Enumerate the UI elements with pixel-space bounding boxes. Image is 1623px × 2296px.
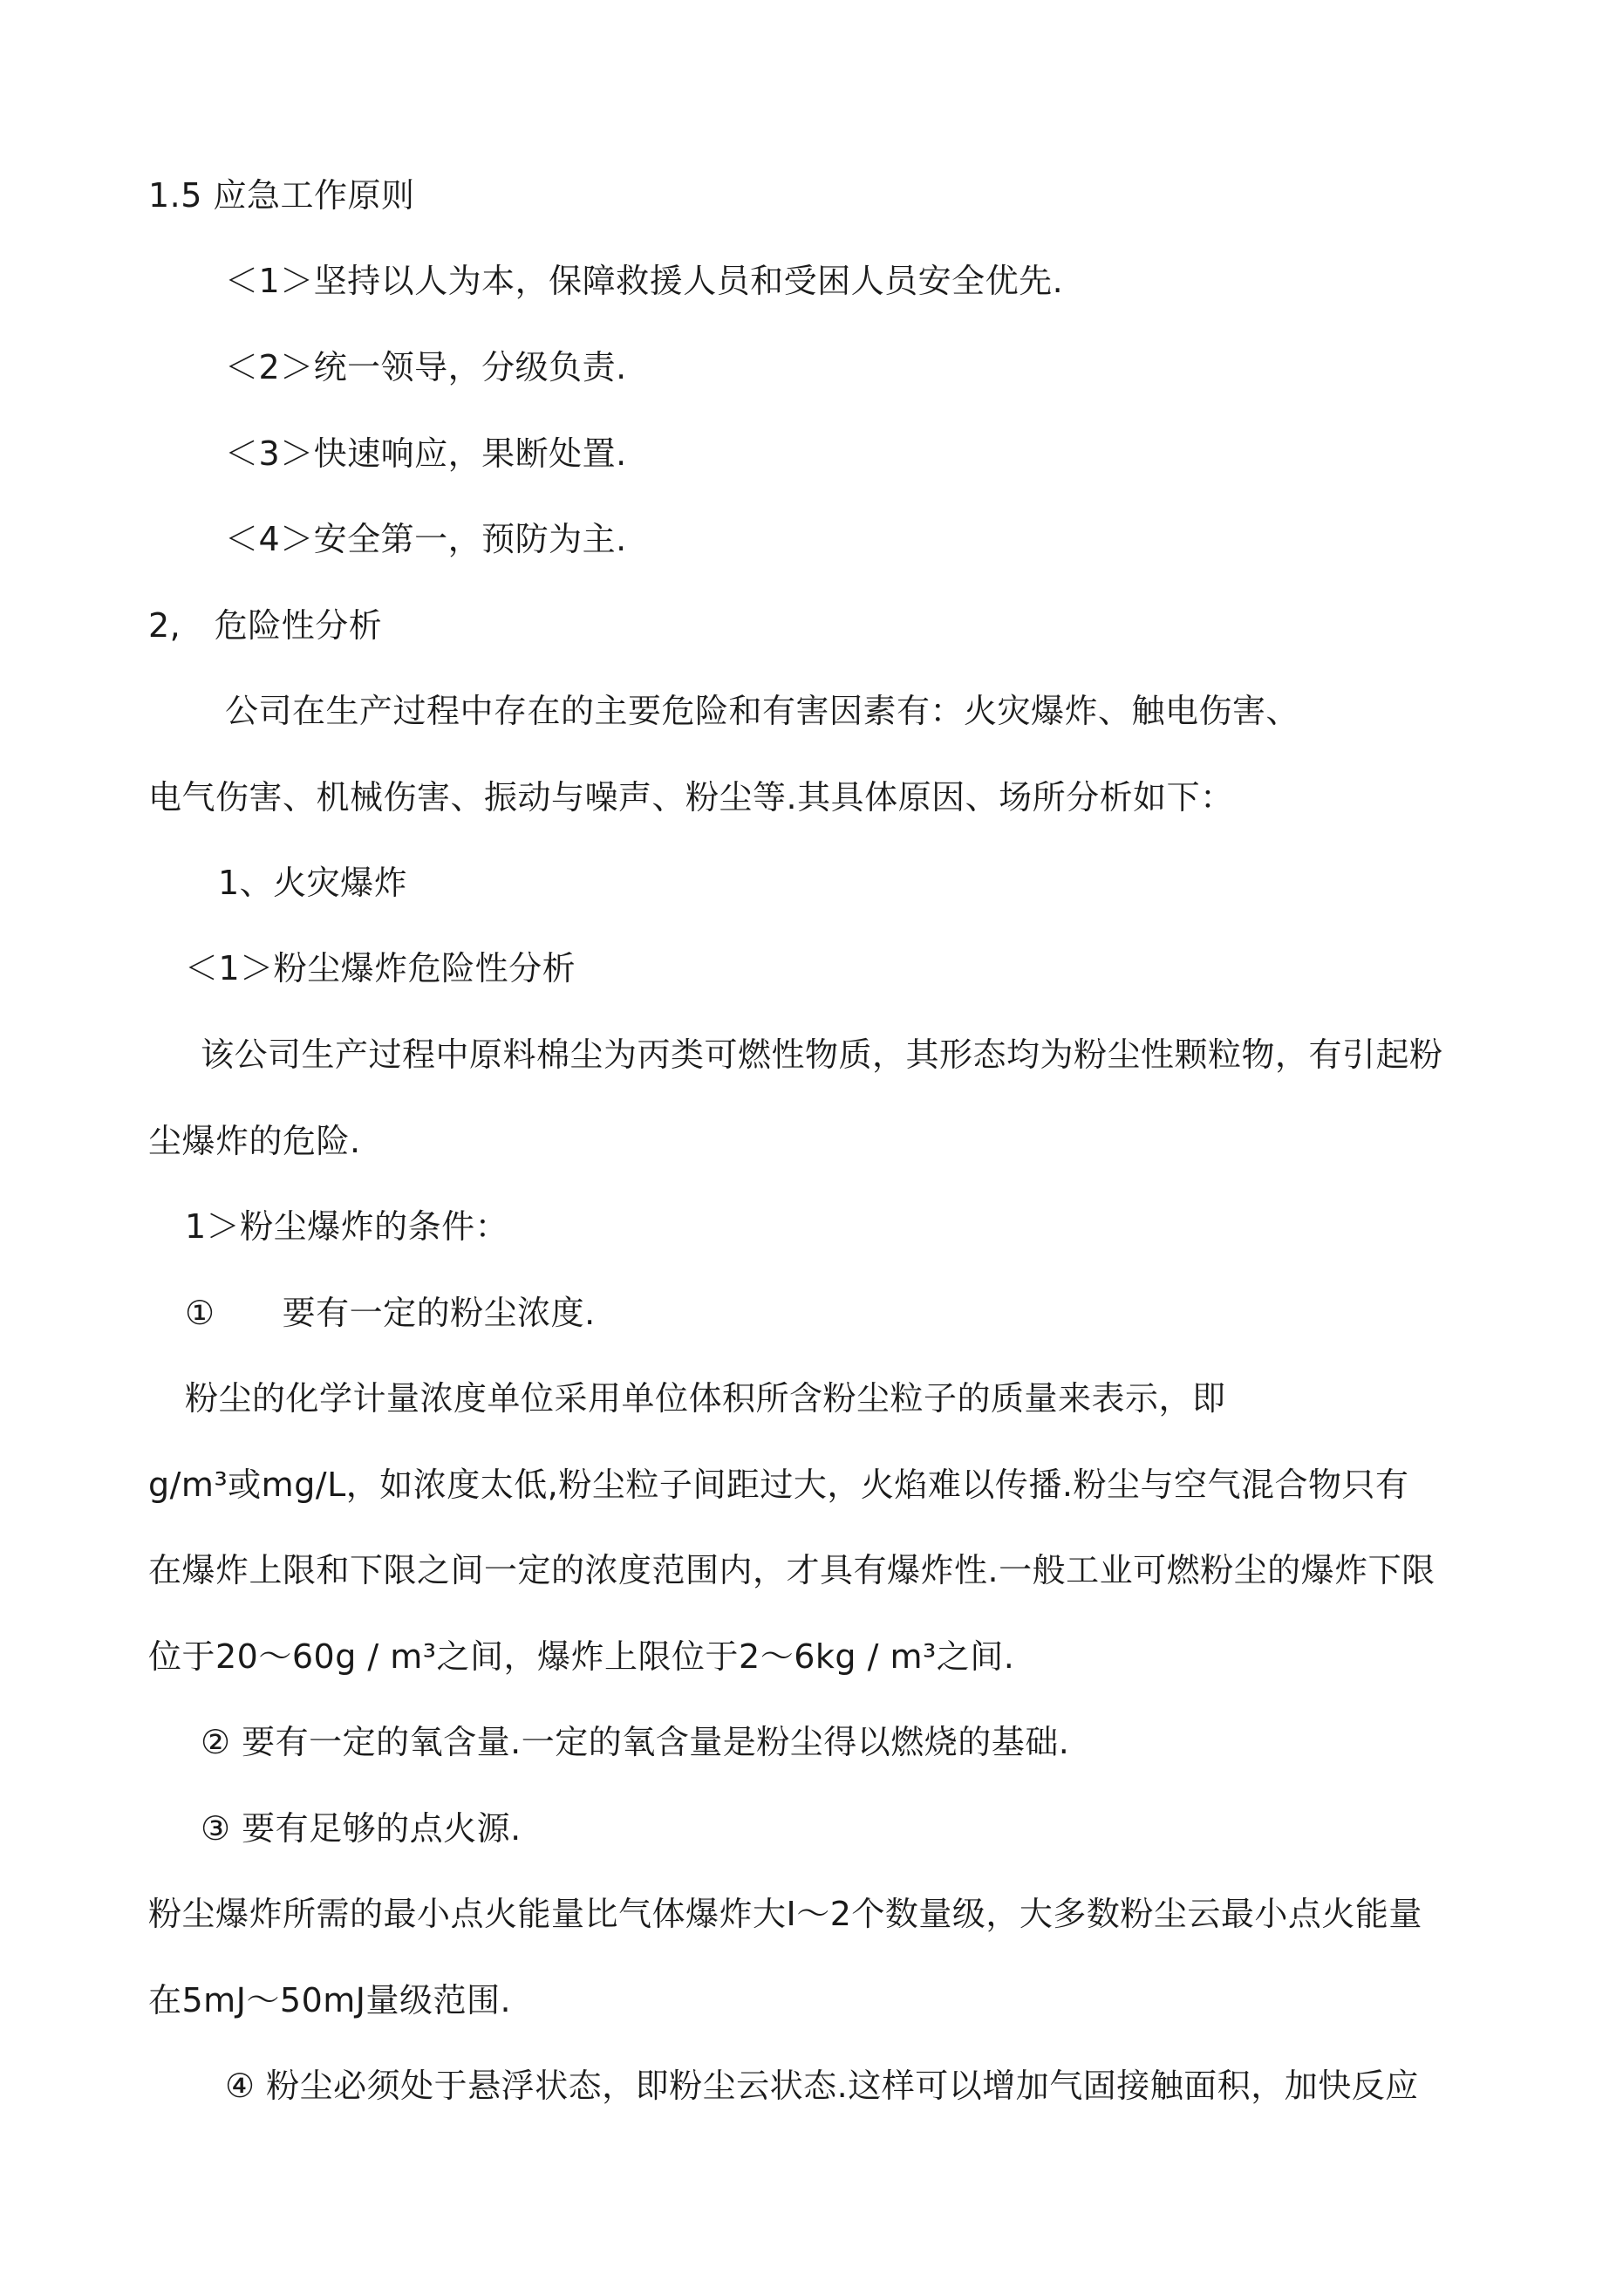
principle-item-4: ＜4＞安全第一，预防为主.	[225, 520, 627, 558]
condition-item-1: ① 要有一定的粉尘浓度.	[185, 1294, 596, 1332]
principle-item-2: ＜2＞统一领导，分级负责.	[225, 348, 627, 386]
paragraph-line: 粉尘的化学计量浓度单位采用单位体积所含粉尘粒子的质量来表示，即	[185, 1379, 1226, 1418]
paragraph-line: 尘爆炸的危险.	[148, 1122, 361, 1160]
principle-item-1: ＜1＞坚持以人为本，保障救援人员和受困人员安全优先.	[225, 262, 1064, 300]
conditions-heading: 1＞粉尘爆炸的条件：	[185, 1207, 509, 1246]
condition-item-3: ③ 要有足够的点火源.	[201, 1809, 522, 1848]
condition-item-2: ② 要有一定的氧含量.一定的氧含量是粉尘得以燃烧的基础.	[201, 1723, 1070, 1761]
paragraph-line: 在爆炸上限和下限之间一定的浓度范围内，才具有爆炸性.一般工业可燃粉尘的爆炸下限	[148, 1551, 1435, 1589]
paragraph-line: 公司在生产过程中存在的主要危险和有害因素有：火灾爆炸、触电伤害、	[225, 692, 1300, 730]
paragraph-line: 粉尘爆炸所需的最小点火能量比气体爆炸大Ⅰ〜2个数量级，大多数粉尘云最小点火能量	[148, 1895, 1422, 1933]
paragraph-line: 在5mJ〜50mJ量级范围.	[148, 1981, 512, 2019]
paragraph-line: 位于20〜60g / m³之间，爆炸上限位于2〜6kg / m³之间.	[148, 1637, 1015, 1676]
paragraph-line: 电气伤害、机械伤害、振动与噪声、粉尘等.其具体原因、场所分析如下：	[148, 778, 1234, 817]
section-heading-1-5: 1.5 应急工作原则	[148, 176, 415, 215]
condition-item-4: ④ 粉尘必须处于悬浮状态，即粉尘云状态.这样可以增加气固接触面积，加快反应	[225, 2067, 1419, 2105]
subsection-heading-dust: ＜1＞粉尘爆炸危险性分析	[185, 949, 576, 987]
subsection-heading-fire: 1、火灾爆炸	[218, 864, 408, 902]
paragraph-line: 该公司生产过程中原料棉尘为丙类可燃性物质，其形态均为粉尘性颗粒物，有引起粉	[201, 1035, 1443, 1074]
principle-item-3: ＜3＞快速响应，果断处置.	[225, 434, 627, 473]
section-heading-2: 2, 危险性分析	[148, 606, 383, 645]
paragraph-line: g/m³或mg/L，如浓度太低,粉尘粒子间距过大，火焰难以传播.粉尘与空气混合物只有	[148, 1466, 1409, 1504]
